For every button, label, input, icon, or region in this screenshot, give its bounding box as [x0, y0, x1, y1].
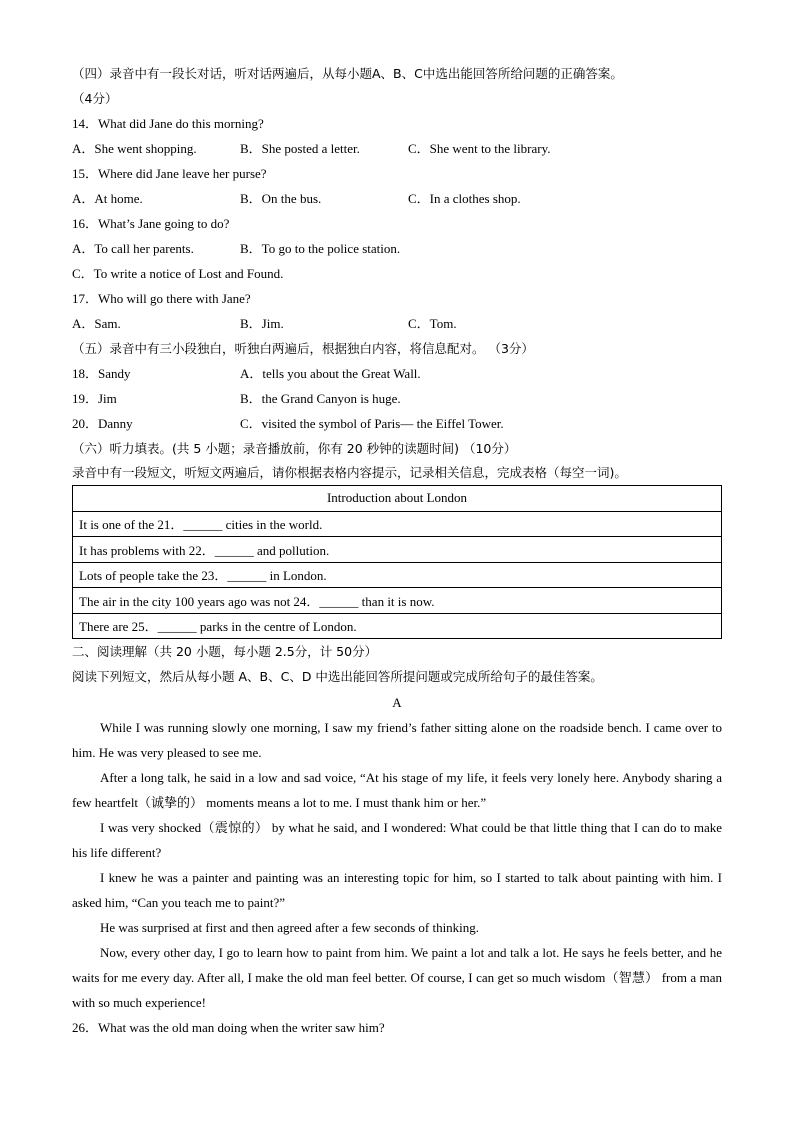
paragraph-2: After a long talk, he said in a low and sad voice, “At his stage of my life, it feels very lonely here. Anybody sharing a few heartfelt（诚挚的） moments means a lot to me. I must thank him or her.”: [72, 770, 722, 810]
q17-option-a: A．Sam.: [72, 316, 121, 331]
match-right-c: C．visited the symbol of Paris— the Eiffel Tower.: [240, 416, 504, 431]
table-row-22: It has problems with 22．______ and pollution.: [73, 537, 722, 563]
question-16: 16．What’s Jane going to do?: [72, 216, 230, 231]
london-table: [72, 485, 722, 639]
table-row-24: The air in the city 100 years ago was not 24．______ than it is now.: [73, 588, 722, 614]
q15-option-b: B．On the bus.: [240, 191, 322, 206]
q17-option-b: B．Jim.: [240, 316, 284, 331]
part6-instruction: 录音中有一段短文，听短文两遍后，请你根据表格内容提示，记录相关信息，完成表格（每空一词)。: [72, 465, 627, 480]
question-17: 17．Who will go there with Jane?: [72, 291, 251, 306]
q14-option-b: B．She posted a letter.: [240, 141, 360, 156]
part6-header: （六）听力填表。(共 5 小题；录音播放前，你有 20 秒钟的读题时间) （10分）: [72, 441, 517, 456]
match-right-a: A．tells you about the Great Wall.: [240, 366, 421, 381]
question-14: 14．What did Jane do this morning?: [72, 116, 264, 131]
reading-header: 二、阅读理解（共 20 小题，每小题 2.5分，计 50分）: [72, 644, 378, 659]
reading-instruction: 阅读下列短文，然后从每小题 A、B、C、D 中选出能回答所提问题或完成所给句子的最佳答案。: [72, 669, 603, 684]
match-right-b: B．the Grand Canyon is huge.: [240, 391, 401, 406]
q15-option-a: A．At home.: [72, 191, 143, 206]
q14-option-c: C．She went to the library.: [408, 141, 551, 156]
q14-option-a: A．She went shopping.: [72, 141, 197, 156]
passage-label: A: [392, 695, 402, 710]
q17-option-c: C．Tom.: [408, 316, 457, 331]
q16-option-c: C．To write a notice of Lost and Found.: [72, 266, 284, 281]
part4-points: （4分）: [72, 91, 118, 106]
question-26: 26．What was the old man doing when the writer saw him?: [72, 1020, 385, 1035]
q16-option-a: A．To call her parents.: [72, 241, 194, 256]
question-15: 15．Where did Jane leave her purse?: [72, 166, 267, 181]
part4-header: （四）录音中有一段长对话，听对话两遍后，从每小题A、B、C中选出能回答所给问题的正确答案。: [72, 66, 623, 81]
table-row-21: It is one of the 21．______ cities in the world.: [73, 511, 722, 537]
paragraph-1: While I was running slowly one morning, I saw my friend’s father sitting alone on the roadside bench. I came over to him. He was very pleased to see me.: [72, 720, 722, 760]
match-left-18: 18．Sandy: [72, 366, 131, 381]
match-left-19: 19．Jim: [72, 391, 117, 406]
paragraph-4: I knew he was a painter and painting was an interesting topic for him, so I started to talk about painting with him. I asked him, “Can you teach me to paint?”: [72, 870, 722, 910]
paragraph-6: Now, every other day, I go to learn how to paint from him. We paint a lot and talk a lot. He says he feels better, and he waits for me every day. After all, I make the old man feel better. Of course, I can get so much wisdom（智慧） from a man with so much experience!: [72, 945, 722, 1010]
q16-option-b: B．To go to the police station.: [240, 241, 401, 256]
q15-option-c: C．In a clothes shop.: [408, 191, 521, 206]
table-row-23: Lots of people take the 23．______ in London.: [73, 562, 722, 588]
paragraph-3: I was very shocked（震惊的） by what he said, and I wondered: What could be that little thing that I can do to make his life different?: [72, 820, 722, 860]
paragraph-5: He was surprised at first and then agreed after a few seconds of thinking.: [100, 920, 480, 935]
table-row-25: There are 25．______ parks in the centre of London.: [73, 613, 722, 639]
table-title: Introduction about London: [73, 486, 722, 512]
part5-header: （五）录音中有三小段独白，听独白两遍后，根据独白内容，将信息配对。 （3分）: [72, 341, 534, 356]
match-left-20: 20．Danny: [72, 416, 133, 431]
